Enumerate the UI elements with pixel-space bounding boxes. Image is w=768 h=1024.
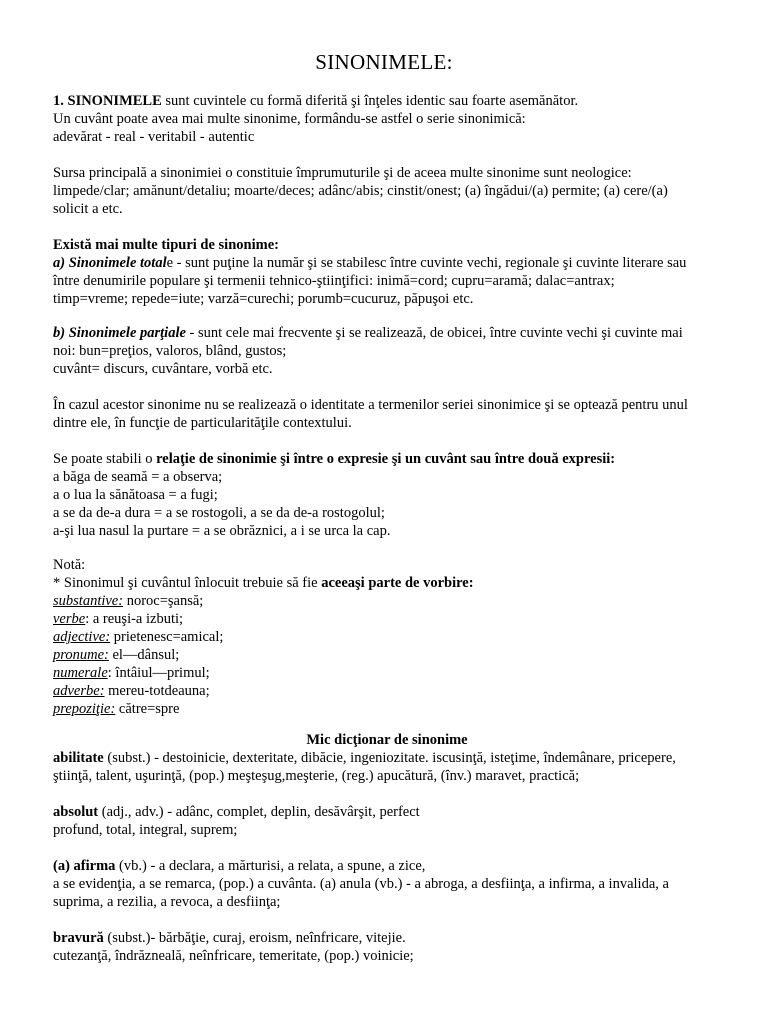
source-line-2: limpede/clar; amănunt/detaliu; moarte/deces; adânc/abis; cinstit/onest; (a) îngădui/(a) permite; (a) cere/(a) <box>53 183 668 199</box>
source-line-3: solicit a etc. <box>53 201 123 217</box>
partial-synonyms-line-1: b) Sinonimele parţiale - sunt cele mai frecvente şi se realizează, de obicei, între cuvinte vechi şi cuvinte mai <box>53 325 683 341</box>
total-synonyms-line-3: timp=vreme; repede=iute; varză=curechi; porumb=cucuruz, păpuşoi etc. <box>53 291 474 307</box>
note-item: verbe: a reuşi-a izbuti; <box>53 611 184 627</box>
note-item: pronume: el—dânsul; <box>53 647 180 663</box>
dictionary-headword: bravură <box>53 930 104 946</box>
expression-example-4: a-şi lua nasul la purtare = a se obrăznici, a i se urca la cap. <box>53 523 391 539</box>
context-line-1: În cazul acestor sinonime nu se realizează o identitate a termenilor seriei sinonimice şi se optează pentru unul <box>53 397 688 413</box>
note-rule: * Sinonimul şi cuvântul înlocuit trebuie să fie aceeaşi parte de vorbire: <box>53 575 474 591</box>
partial-synonyms-line-3: cuvânt= discurs, cuvântare, vorbă etc. <box>53 361 273 377</box>
source-section <box>53 164 733 218</box>
partial-synonyms-line-2: noi: bun=preţios, valoros, blând, gustos; <box>53 343 287 359</box>
dictionary-headword: (a) afirma <box>53 858 116 874</box>
note-item: substantive: noroc=şansă; <box>53 593 204 609</box>
definition-line-1: 1. SINONIMELE sunt cuvintele cu formă diferită şi înţeles identic sau foarte asemănător. <box>53 93 579 109</box>
dictionary-entry: absolut (adj., adv.) - adânc, complet, deplin, desăvârşit, perfect profund, total, integral, suprem; <box>53 804 420 838</box>
dictionary-heading: Mic dicţionar de sinonime <box>306 732 468 748</box>
definition-example: adevărat - real - veritabil - autentic <box>53 129 255 145</box>
dictionary-entry: (a) afirma (vb.) - a declara, a mărturisi, a relata, a spune, a zice, a se evidenţia, a se remarca, (pop.) a cuvânta. (a) anula (vb.) - a abroga, a desfiinţa, a infirma, a invalida, a suprima, a rezilia, a revoca, a desfiinţa; <box>53 858 669 910</box>
partial-synonyms-label: b) Sinonimele parţiale <box>53 325 186 341</box>
total-synonyms-line-2: între denumirile populare şi termenii tehnico-ştiinţifici: inimă=cord; cupru=aramă; dalac=antrax; <box>53 273 615 289</box>
source-line-1: Sursa principală a sinonimiei o constituie împrumuturile şi de aceea multe sinonime sunt neologice: <box>53 165 632 181</box>
dictionary-entry: bravură (subst.)- bărbăţie, curaj, eroism, neînfricare, vitejie. cutezanţă, îndrăzneală, neînfricare, temeritate, (pop.) voinicie; <box>53 930 414 964</box>
note-item: numerale: întâiul—primul; <box>53 665 210 681</box>
expression-example-1: a băga de seamă = a observa; <box>53 469 223 485</box>
definition-section <box>53 92 733 146</box>
note-section <box>53 556 733 718</box>
definition-line-2: Un cuvânt poate avea mai multe sinonime, formându-se astfel o serie sinonimică: <box>53 111 526 127</box>
page-title: SINONIMELE: <box>315 50 453 74</box>
expression-example-2: a o lua la sănătoasa = a fugi; <box>53 487 218 503</box>
dictionary-headword: abilitate <box>53 750 104 766</box>
expressions-intro: Se poate stabili o relaţie de sinonimie şi între o expresie şi un cuvânt sau între două expresii: <box>53 451 616 467</box>
note-item: prepoziţie: către=spre <box>53 701 180 717</box>
context-section <box>53 396 733 432</box>
dictionary-headword: absolut <box>53 804 99 820</box>
note-item: adverbe: mereu-totdeauna; <box>53 683 210 699</box>
note-item: adjective: prietenesc=amical; <box>53 629 224 645</box>
total-synonyms-line-1: a) Sinonimele totale - sunt puţine la număr şi se stabilesc între cuvinte vechi, regionale şi cuvinte literare sau <box>53 255 687 271</box>
types-section <box>53 236 733 308</box>
total-synonyms-label: a) Sinonimele total <box>53 255 167 271</box>
partial-synonyms-section <box>53 324 733 378</box>
expression-example-3: a se da de-a dura = a se rostogoli, a se da de-a rostogolul; <box>53 505 385 521</box>
dictionary-entry: abilitate (subst.) - destoinicie, dexteritate, dibăcie, ingeniozitate. iscusinţă, isteţime, îndemânare, pricepere, ştiinţă, talent, uşurinţă, (pop.) meşteşug,meşterie, (reg.) apucătură, (înv.) maravet, practică; <box>53 750 676 784</box>
definition-term: 1. SINONIMELE <box>53 93 162 109</box>
note-label: Notă: <box>53 557 86 573</box>
context-line-2: dintre ele, în funcţie de particularităţile contextului. <box>53 415 352 431</box>
expressions-section <box>53 450 733 540</box>
types-heading: Există mai multe tipuri de sinonime: <box>53 237 279 253</box>
